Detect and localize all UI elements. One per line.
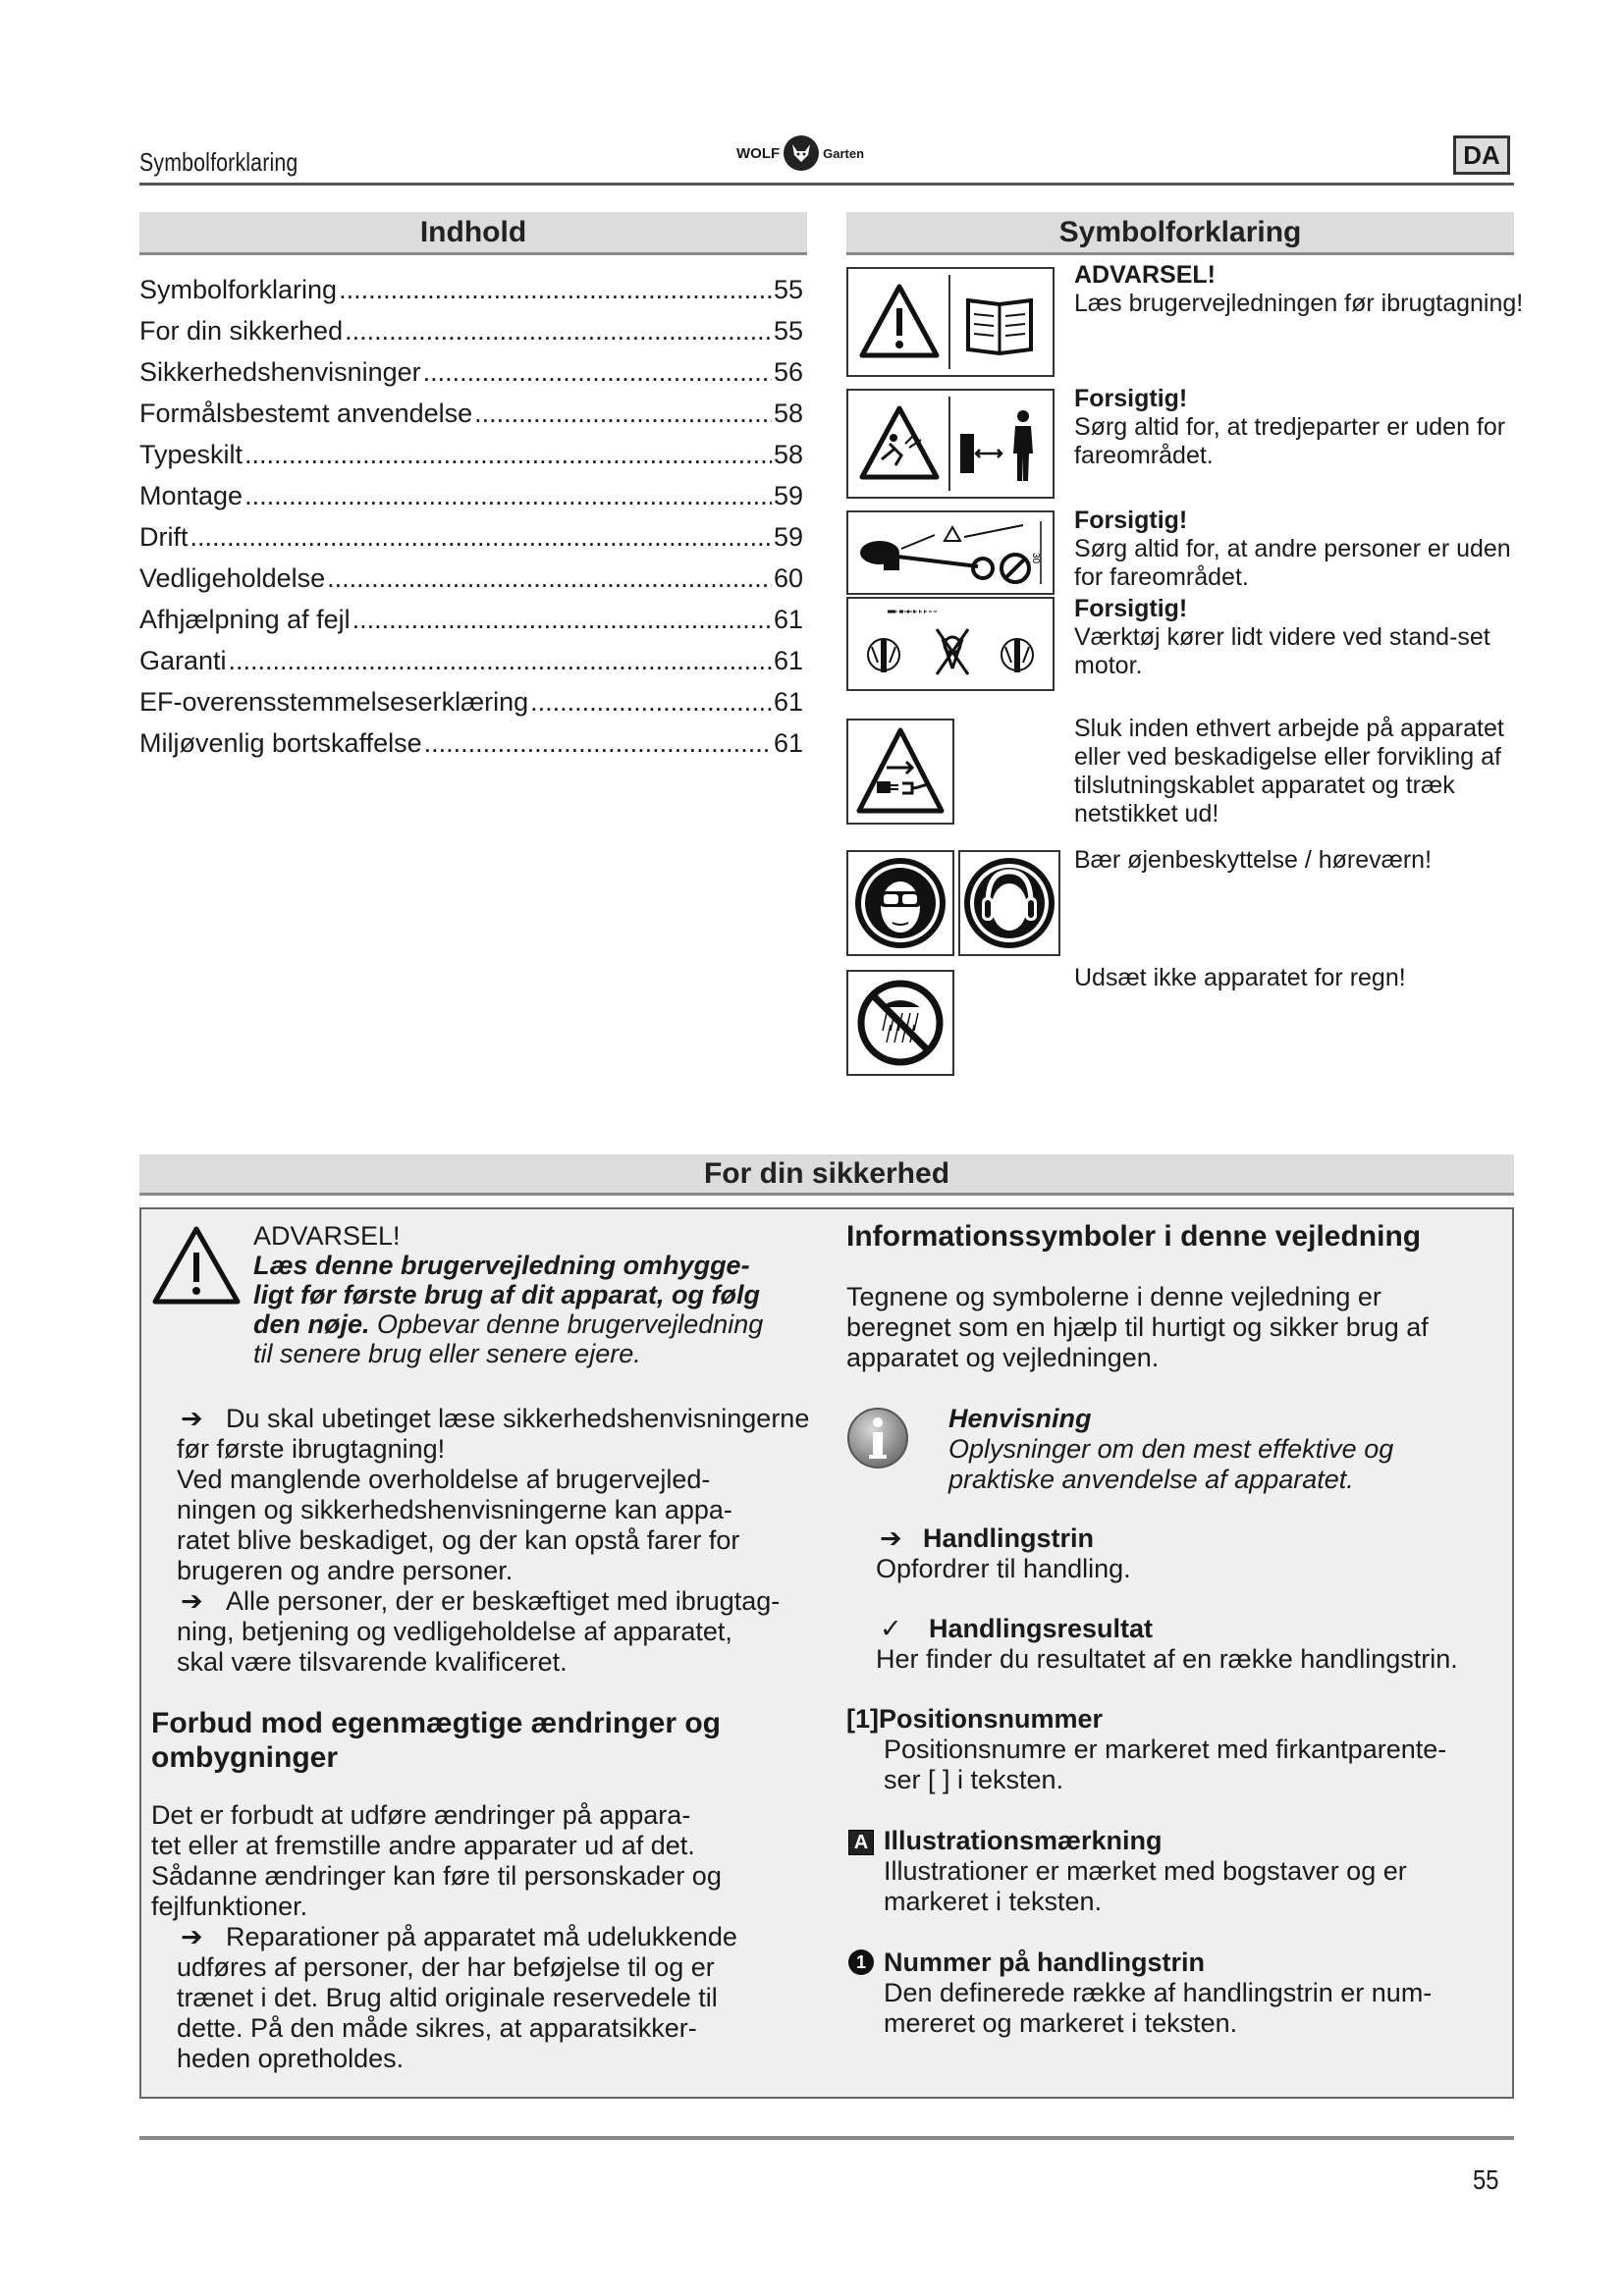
symbol-read-manual <box>846 267 1055 377</box>
forbud-heading-2: ombygninger <box>151 1741 339 1774</box>
toc-item-label: Typeskilt <box>139 440 244 469</box>
para-2-line-1: Alle personer, der er beskæftiget med ibrugtag- <box>226 1586 781 1616</box>
keep-distance-icon <box>850 395 1051 493</box>
toc-item-label: Miljøvenlig bortskaffelse <box>139 728 422 758</box>
forbud-line-8: dette. På den måde sikres, at apparatsikker- <box>177 2013 697 2043</box>
trimmer-distance-icon <box>850 513 1051 592</box>
warning-triangle-icon <box>151 1225 242 1306</box>
toc-item[interactable] <box>139 728 803 759</box>
henvisning-line-2: praktiske anvendelse af apparatet. <box>948 1465 1354 1494</box>
symbol-1-text <box>1074 261 1526 318</box>
henvisning-line-1: Oplysninger om den mest effektive og <box>948 1434 1394 1464</box>
para-1-line-2: før første ibrugtagning! <box>177 1434 446 1464</box>
toc-item[interactable] <box>139 687 803 718</box>
toc-item-page: 58 <box>773 399 803 428</box>
toc-item-page: 59 <box>773 522 803 552</box>
no-rain-icon <box>851 974 949 1072</box>
arrow-icon: ➔ <box>181 1922 203 1951</box>
toc-dots <box>345 316 772 347</box>
step-number-heading: Nummer på handlingstrin <box>884 1948 1206 1977</box>
tool-rundown-icon <box>850 600 1051 688</box>
toc-item-label: Montage <box>139 481 244 510</box>
distance-badge: 30 <box>1030 553 1041 564</box>
toc-item-label: EF-overensstemmelseserklæring <box>139 687 529 717</box>
position-heading: [1]Positionsnummer <box>846 1704 1104 1734</box>
toc-item-label: Formålsbestemt anvendelse <box>139 399 473 428</box>
step-number-line-1: Den definerede række af handlingstrin er num- <box>884 1978 1433 2007</box>
toc-item-page: 61 <box>773 605 803 634</box>
toc-item-label: Vedligeholdelse <box>139 563 326 593</box>
warning-line-3-bold: den nøje. <box>253 1309 370 1339</box>
toc-item-page: 61 <box>773 687 803 717</box>
position-line-2: ser [ ] i teksten. <box>884 1765 1064 1794</box>
symbol-1-heading: ADVARSEL! <box>1074 261 1216 289</box>
warning-read-manual-icon <box>850 273 1051 371</box>
para-1-line-1: Du skal ubetinget læse sikkerhedshenvisningerne <box>226 1404 810 1433</box>
symbol-no-rain <box>846 970 954 1076</box>
para-1-line-4: ningen og sikkerhedshenvisningerne kan appa- <box>177 1495 732 1524</box>
toc-dots <box>229 646 772 676</box>
para-2-line-2: ning, betjening og vedligeholdelse af apparatet, <box>177 1617 732 1646</box>
forbud-line-9: heden opretholdes. <box>177 2044 405 2073</box>
handling-heading: Handlingstrin <box>923 1523 1094 1553</box>
toc-item-page: 55 <box>773 316 803 346</box>
forbud-line-2: tet eller at fremstille andre apparater ud af det. <box>151 1831 695 1860</box>
illustration-badge: A <box>848 1830 874 1855</box>
toc-item-label: Drift <box>139 522 189 552</box>
para-1-line-5: ratet blive beskadiget, og der kan opstå farer for <box>177 1525 740 1555</box>
toc-item[interactable] <box>139 357 803 388</box>
footer-divider <box>139 2136 1514 2140</box>
position-line-1: Positionsnumre er markeret med firkantparente- <box>884 1735 1447 1764</box>
toc-dots <box>423 357 772 388</box>
symbol-2-body: Sørg altid for, at tredjeparter er uden for fareområdet. <box>1074 413 1506 469</box>
toc-item-page: 59 <box>773 481 803 510</box>
toc-item[interactable] <box>139 481 803 511</box>
language-badge: DA <box>1453 135 1510 175</box>
illustration-heading: Illustrationsmærkning <box>884 1826 1163 1855</box>
brand-logo <box>736 135 864 171</box>
header-divider <box>139 183 1514 186</box>
toc-item-page: 55 <box>773 275 803 304</box>
para-2-line-3: skal være tilsvarende kvalificeret. <box>177 1647 568 1677</box>
result-heading: Handlingsresultat <box>929 1614 1154 1643</box>
eye-protection-icon <box>851 854 949 952</box>
illustration-line-1: Illustrationer er mærket med bogstaver og er <box>884 1856 1407 1886</box>
henvisning-heading: Henvisning <box>948 1404 1092 1433</box>
warning-line-3 <box>253 1309 763 1340</box>
toc-item[interactable] <box>139 605 803 635</box>
toc-title: Indhold <box>139 212 807 255</box>
arrow-icon: ➔ <box>181 1586 203 1616</box>
handling-text: Opfordrer til handling. <box>876 1554 1131 1583</box>
toc-item-label: Sikkerhedshenvisninger <box>139 357 421 387</box>
toc-dots <box>244 440 772 470</box>
illustration-line-2: markeret i teksten. <box>884 1887 1103 1916</box>
page-number: 55 <box>1473 2164 1499 2195</box>
toc-item-label: For din sikkerhed <box>139 316 344 346</box>
symbol-eye-protection <box>846 850 954 956</box>
fox-logo-icon <box>784 135 819 171</box>
symbol-4-text <box>1074 595 1526 680</box>
warning-line-3-rest: Opbevar denne brugervejledning <box>369 1309 764 1339</box>
toc-item[interactable] <box>139 522 803 553</box>
warning-line-4: til senere brug eller senere ejere. <box>253 1339 641 1368</box>
info-line-3: apparatet og vejledningen. <box>846 1343 1160 1372</box>
toc-dots <box>327 563 772 594</box>
toc-item-page: 61 <box>773 646 803 675</box>
symbol-1-body: Læs brugervejledningen før ibrugtagning! <box>1074 290 1524 317</box>
symbol-tool-runs-on <box>846 597 1055 691</box>
forbud-line-6: udføres af personer, der har beføjelse til og er <box>177 1952 715 1982</box>
forbud-line-5: Reparationer på apparatet må udelukkende <box>226 1922 737 1951</box>
step-number-line-2: mereret og markeret i teksten. <box>884 2008 1238 2038</box>
symbol-third-party <box>846 389 1055 499</box>
info-icon <box>846 1406 909 1470</box>
toc-dots <box>339 275 772 305</box>
info-line-1: Tegnene og symbolerne i denne vejledning er <box>846 1282 1381 1311</box>
symbol-unplug <box>846 719 954 825</box>
symbol-3-text <box>1074 507 1526 592</box>
warning-heading: ADVARSEL! <box>253 1221 401 1251</box>
toc-item[interactable] <box>139 399 803 429</box>
arrow-icon: ➔ <box>181 1404 203 1433</box>
toc-item[interactable] <box>139 646 803 676</box>
toc-item-page: 61 <box>773 728 803 758</box>
symbol-3-body: Sørg altid for, at andre personer er uden for fareområdet. <box>1074 535 1511 591</box>
toc-item[interactable] <box>139 275 803 305</box>
toc-dots <box>530 687 772 718</box>
toc-dots <box>352 605 772 635</box>
toc-item[interactable] <box>139 316 803 347</box>
toc-dots <box>244 481 772 511</box>
unplug-warning-icon <box>851 722 949 821</box>
toc-item[interactable] <box>139 440 803 470</box>
para-1-line-3: Ved manglende overholdelse af brugervejled- <box>177 1465 711 1494</box>
result-text: Her finder du resultatet af en række handlingstrin. <box>876 1644 1458 1674</box>
logo-text-left: WOLF <box>736 144 781 162</box>
symbol-6-text: Bær øjenbeskyttelse / høreværn! <box>1074 846 1433 874</box>
symbol-7-text: Udsæt ikke apparatet for regn! <box>1074 964 1406 991</box>
toc-item-page: 60 <box>773 563 803 593</box>
symbol-bystanders <box>846 510 1055 595</box>
symbol-4-body: Værktøj kører lidt videre ved stand-set motor. <box>1074 623 1490 679</box>
symbol-5-text: Sluk inden ethvert arbejde på apparatet eller ved beskadigelse eller forvikling af tilslutningskablet apparatet og træk netstikket ud! <box>1074 715 1504 828</box>
hearing-protection-icon <box>960 854 1058 952</box>
toc-dots <box>474 399 772 429</box>
symbols-title: Symbolforklaring <box>846 212 1514 255</box>
warning-line-2: ligt før første brug af dit apparat, og følg <box>253 1280 760 1309</box>
forbud-line-1: Det er forbudt at udføre ændringer på appara- <box>151 1800 691 1830</box>
toc-item-page: 56 <box>773 357 803 387</box>
symbol-2-heading: Forsigtig! <box>1074 385 1188 412</box>
safety-title: For din sikkerhed <box>139 1154 1514 1196</box>
para-1-line-6: brugeren og andre personer. <box>177 1556 514 1585</box>
forbud-line-3: Sådanne ændringer kan føre til personskader og <box>151 1861 722 1891</box>
symbol-4-heading: Forsigtig! <box>1074 595 1188 622</box>
header-section-title: Symbolforklaring <box>139 147 298 177</box>
toc-dots <box>190 522 772 553</box>
forbud-line-7: trænet i det. Brug altid originale reservedele til <box>177 1983 718 2012</box>
info-line-2: beregnet som en hjælp til hurtigt og sikker brug af <box>846 1312 1429 1342</box>
warning-line-1: Læs denne brugervejledning omhygge- <box>253 1251 750 1280</box>
step-number-badge: 1 <box>848 1949 874 1975</box>
forbud-heading-1: Forbud mod egenmægtige ændringer og <box>151 1707 721 1739</box>
toc-item-page: 58 <box>773 440 803 469</box>
symbol-3-heading: Forsigtig! <box>1074 507 1188 534</box>
toc-item-label: Garanti <box>139 646 227 675</box>
info-heading: Informationssymboler i denne vejledning <box>846 1220 1422 1253</box>
toc-item[interactable] <box>139 563 803 594</box>
toc-dots <box>424 728 772 759</box>
symbol-2-text <box>1074 385 1526 470</box>
arrow-icon: ➔ <box>880 1523 902 1553</box>
symbol-hearing-protection <box>958 850 1060 956</box>
toc-item-label: Afhjælpning af fejl <box>139 605 351 634</box>
toc-item-label: Symbolforklaring <box>139 275 338 304</box>
check-icon: ✓ <box>880 1614 902 1643</box>
forbud-line-4: fejlfunktioner. <box>151 1892 308 1921</box>
logo-text-right: Garten <box>823 145 865 161</box>
